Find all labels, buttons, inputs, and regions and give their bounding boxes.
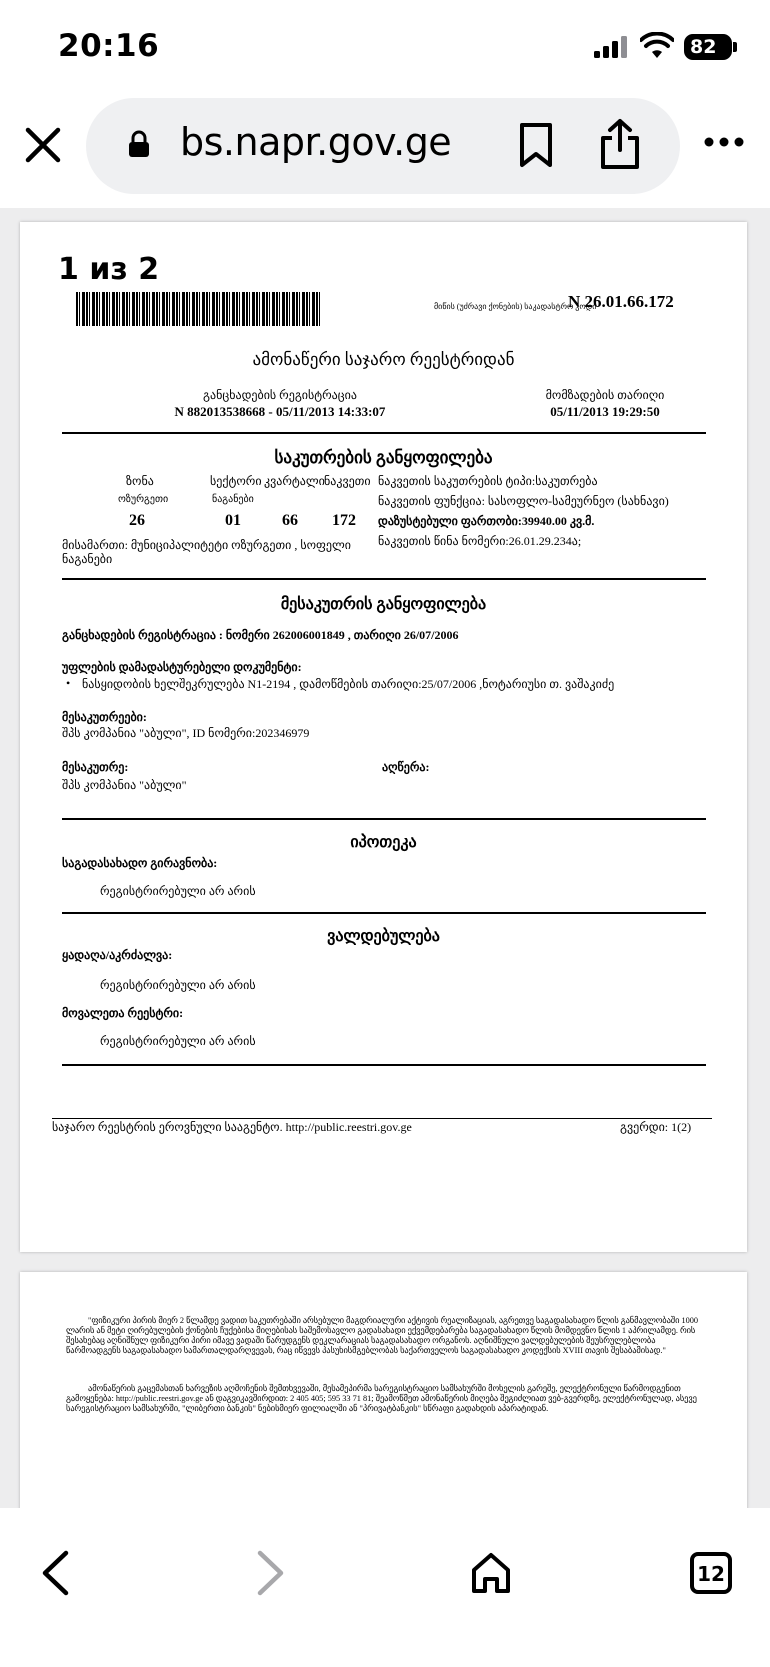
- owner-label: მესაკუთრე:: [62, 760, 129, 774]
- zone-name: ოზურგეთი: [118, 494, 169, 505]
- section-obligation-title: ვალდებულება: [327, 928, 440, 945]
- browser-toolbar: [0, 96, 770, 208]
- bookmark-icon[interactable]: [518, 122, 554, 168]
- sector-name: ნაგანები: [212, 494, 254, 505]
- footer-page-number: გვერდი: 1(2): [620, 1120, 692, 1134]
- divider: [62, 432, 706, 434]
- address: მისამართი: მუნიციპალიტეტი ოზურგეთი , სოფელი ნაგანები: [62, 538, 352, 566]
- parcel-function: ნაკვეთის ფუნქცია: სასოფლო-სამეურნეო (სახნავი): [378, 494, 669, 508]
- address-bar[interactable]: [86, 98, 680, 194]
- prep-date: 05/11/2013 19:29:50: [550, 404, 660, 419]
- docs-bullet: •: [66, 676, 71, 690]
- battery-level: 82: [690, 36, 717, 58]
- cadastral-code-label: მიწის (უძრავი ქონების) საკადასტრო კოდი: [434, 302, 597, 311]
- application-label: განცხადების რეგისტრაცია: [203, 388, 357, 402]
- cadastral-code: N 26.01.66.172: [568, 292, 674, 311]
- divider: [62, 818, 706, 820]
- ownership-type: ნაკვეთის საკუთრების ტიპი:საკუთრება: [378, 474, 598, 488]
- pdf-viewer[interactable]: [0, 208, 770, 1508]
- wifi-icon: [640, 32, 674, 60]
- divider: [62, 912, 706, 914]
- divider: [62, 578, 706, 580]
- section-property-title: საკუთრების განყოფილება: [274, 448, 493, 467]
- status-bar: [0, 0, 770, 96]
- contact-notice-paragraph: ამონაწერის გაცემასთან ხარვეზის აღმოჩენის შემთხვევაში, მესამეპირმა სარეგისტრაციო სამსახურში მოხელის გარეშე, ელექტრონული წარმოდგენით გამოყენება: http://public.reestri.gov.ge ან დაგვიკავშირდით: 2 405 405; 595 33 71 81; შეამოწმეთ ამონაწერის მიღება შეგიძლიათ ვებ-გვერდზე, ელექტრონულად, ასევე სარეგისტრაციო სამსახურში, "ლიბერთი ბანკის" ნებისმიერ ფილიალში ან "პრივატბანკის" სწრაფი გადახდის აპარატიდან.: [66, 1384, 697, 1413]
- tabs-count: 12: [697, 1562, 725, 1586]
- quarter-value: 66: [282, 512, 298, 529]
- previous-number: ნაკვეთის წინა ნომერი:26.01.29.234ა;: [378, 534, 582, 548]
- url-text: bs.napr.gov.ge: [180, 120, 452, 164]
- debtors-label: მოვალეთა რეესტრი:: [62, 1006, 184, 1020]
- description-label: აღწერა:: [382, 760, 430, 774]
- tax-lien-value: რეგისტრირებული არ არის: [100, 884, 256, 898]
- tax-notice-paragraph: "ფიზიკური პირის მიერ 2 წლამდე ვადით საკუთრებაში არსებული მაგდრიალური აქტივის რეალიზაციას, აგრეთვე საგადასახადო წლის განმავლობაში 1000 ლარის ან მეტი ღირებულების ქონების ჩუქებისა მიღებისას საშემოსავლო გადასახადი ექვემდებარება საგადასახადო წლის მომდევნო წლის 1 აპრილამდე. რის შესახებაც აღნიშნულ ფიზიკური პირი იმავე ვადაში წარუდგენს დეკლარაციას საგადასახადო ორგანოს. აღნიშნული ვალდებულების შეუსრულებლობა წარმოადგენს საგადასახადო სამართალდარღვევას, რაც იწვევს პასუხისმგებლობას საქართველოს საგადასახადო კოდექსის XVIII თავის შესაბამისად.": [66, 1316, 699, 1355]
- docs-item: ნასყიდობის ხელშეკრულება N1-2194 , დამოწმების თარიღი:25/07/2006 ,ნოტარიუსი თ. ვაშაკიძე: [82, 677, 615, 691]
- cellular-signal-icon: [594, 36, 630, 58]
- share-icon[interactable]: [598, 118, 642, 170]
- tabs-button[interactable]: [690, 1552, 732, 1594]
- seizure-label: ყადაღა/აკრძალვა:: [62, 948, 173, 962]
- sector-label: სექტორი: [210, 474, 262, 488]
- debtors-value: რეგისტრირებული არ არის: [100, 1034, 256, 1048]
- pdf-page-2: [20, 1272, 747, 1512]
- declared-area: დაზუსტებული ფართობი:39940.00 კვ.მ.: [378, 514, 595, 528]
- section-owner-title: მესაკუთრის განყოფილება: [280, 596, 487, 613]
- sector-value: 01: [225, 512, 241, 529]
- pdf-page-1: [20, 222, 747, 1252]
- browser-bottom-bar: [0, 1508, 770, 1667]
- zone-label: ზონა: [126, 474, 154, 488]
- forward-icon[interactable]: [256, 1550, 286, 1596]
- parcel-value: 172: [332, 512, 356, 529]
- seizure-value: რეგისტრირებული არ არის: [100, 978, 256, 992]
- document-title: ამონაწერი საჯარო რეესტრიდან: [252, 350, 515, 369]
- tax-lien-label: საგადასახადო გირავნობა:: [62, 856, 218, 870]
- docs-label: უფლების დამადასტურებელი დოკუმენტი:: [62, 660, 302, 674]
- owner-registration: განცხადების რეგისტრაცია : ნომერი 262006001849 , თარიღი 26/07/2006: [62, 628, 459, 642]
- close-icon[interactable]: [24, 126, 62, 164]
- footer-agency: საჯარო რეესტრის ეროვნული სააგენტო. http://public.reestri.gov.ge: [52, 1120, 412, 1134]
- prep-date-label: მომზადების თარიღი: [545, 388, 665, 402]
- divider: [62, 1064, 706, 1066]
- application-number: N 882013538668 - 05/11/2013 14:33:07: [174, 404, 386, 419]
- back-icon[interactable]: [40, 1550, 70, 1596]
- zone-value: 26: [129, 512, 145, 529]
- footer-divider: [52, 1118, 712, 1119]
- quarter-label: კვარტალი: [264, 474, 325, 488]
- owners-value: შპს კომპანია "აბული", ID ნომერი:202346979: [62, 726, 310, 740]
- lock-icon: [128, 130, 150, 158]
- owners-label: მესაკუთრეები:: [62, 710, 147, 724]
- battery-icon: [684, 34, 732, 60]
- barcode: [76, 292, 320, 326]
- owner-value: შპს კომპანია "აბული": [62, 778, 187, 792]
- status-time: 20:16: [58, 28, 160, 64]
- parcel-label: ნაკვეთი: [324, 474, 371, 488]
- home-icon[interactable]: [470, 1552, 512, 1594]
- section-mortgage-title: იპოთეკა: [350, 834, 417, 851]
- page-counter: 1 из 2: [58, 252, 160, 287]
- more-options-icon[interactable]: [704, 136, 744, 148]
- battery-tip: [733, 42, 737, 52]
